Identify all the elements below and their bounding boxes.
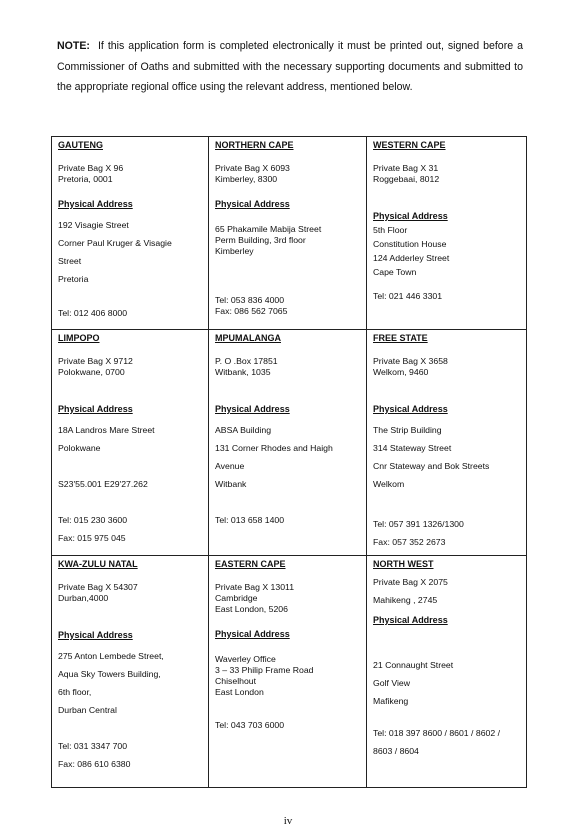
telephone: Tel: 013 658 1400 xyxy=(215,515,285,525)
application-note xyxy=(57,36,523,98)
address-line: East London xyxy=(215,687,264,697)
address-line: Pretoria xyxy=(58,274,89,284)
office-name: NORTHERN CAPE xyxy=(215,140,294,150)
address-line: 18A Landros Mare Street xyxy=(58,425,155,435)
telephone: Tel: 053 836 4000 xyxy=(215,295,285,305)
postal-line: Private Bag X 54307 xyxy=(58,582,138,592)
address-line: The Strip Building xyxy=(373,425,442,435)
address-line: ABSA Building xyxy=(215,425,272,435)
physical-address-heading: Physical Address xyxy=(373,615,448,625)
office-gauteng xyxy=(52,137,209,330)
address-line: Street xyxy=(58,256,82,266)
postal-line: Private Bag X 2075 xyxy=(373,577,448,587)
telephone: Tel: 021 446 3301 xyxy=(373,291,443,301)
postal-line: P. O .Box 17851 xyxy=(215,356,278,366)
office-name: EASTERN CAPE xyxy=(215,559,286,569)
telephone: Tel: 012 406 8000 xyxy=(58,308,128,318)
postal-line: Pretoria, 0001 xyxy=(58,174,113,184)
telephone: Tel: 015 230 3600 xyxy=(58,515,128,525)
postal-line: Roggebaai, 8012 xyxy=(373,174,440,184)
regional-offices-table xyxy=(51,136,527,788)
office-mpumalanga xyxy=(209,330,367,556)
postal-line: Welkom, 9460 xyxy=(373,367,429,377)
address-line: Kimberley xyxy=(215,246,254,256)
office-north-west xyxy=(367,556,527,788)
address-line: Chiselhout xyxy=(215,676,257,686)
office-free-state xyxy=(367,330,527,556)
address-line: Avenue xyxy=(215,461,245,471)
physical-address-heading: Physical Address xyxy=(215,629,290,639)
postal-line: Private Bag X 3658 xyxy=(373,356,448,366)
address-line: Constitution House xyxy=(373,239,447,249)
address-line: 192 Visagie Street xyxy=(58,220,129,230)
office-name: NORTH WEST xyxy=(373,559,434,569)
address-line: 275 Anton Lembede Street, xyxy=(58,651,164,661)
postal-line: Mahikeng , 2745 xyxy=(373,595,438,605)
gps-coordinates: S23'55.001 E29'27.262 xyxy=(58,479,148,489)
office-limpopo xyxy=(52,330,209,556)
fax: Fax: 057 352 2673 xyxy=(373,537,446,547)
postal-line: Cambridge xyxy=(215,593,258,603)
telephone: Tel: 057 391 1326/1300 xyxy=(373,519,464,529)
telephone: Tel: 031 3347 700 xyxy=(58,741,128,751)
table-row xyxy=(52,330,527,556)
address-line: Polokwane xyxy=(58,443,101,453)
postal-line: Private Bag X 9712 xyxy=(58,356,133,366)
office-western-cape xyxy=(367,137,527,330)
office-kwazulu-natal xyxy=(52,556,209,788)
address-line: Corner Paul Kruger & Visagie xyxy=(58,238,172,248)
office-northern-cape xyxy=(209,137,367,330)
office-name: KWA-ZULU NATAL xyxy=(58,559,138,569)
address-line: 124 Adderley Street xyxy=(373,253,450,263)
physical-address-heading: Physical Address xyxy=(373,404,448,414)
table-row xyxy=(52,137,527,330)
table-row xyxy=(52,556,527,788)
address-line: Welkom xyxy=(373,479,405,489)
address-line: Durban Central xyxy=(58,705,117,715)
fax: Fax: 086 610 6380 xyxy=(58,759,131,769)
office-eastern-cape xyxy=(209,556,367,788)
postal-line: Private Bag X 31 xyxy=(373,163,439,173)
office-name: FREE STATE xyxy=(373,333,428,343)
physical-address-heading: Physical Address xyxy=(373,211,448,221)
postal-line: East London, 5206 xyxy=(215,604,288,614)
postal-line: Private Bag X 96 xyxy=(58,163,124,173)
fax: Fax: 015 975 045 xyxy=(58,533,126,543)
physical-address-heading: Physical Address xyxy=(58,404,133,414)
office-name: WESTERN CAPE xyxy=(373,140,446,150)
postal-line: Private Bag X 13011 xyxy=(215,582,295,592)
telephone: Tel: 043 703 6000 xyxy=(215,720,285,730)
address-line: 314 Stateway Street xyxy=(373,443,452,453)
address-line: Perm Building, 3rd floor xyxy=(215,235,306,245)
telephone: Tel: 018 397 8600 / 8601 / 8602 / 8603 / 8604 xyxy=(373,728,501,756)
address-line: Witbank xyxy=(215,479,247,489)
postal-line: Private Bag X 6093 xyxy=(215,163,290,173)
fax: Fax: 086 562 7065 xyxy=(215,306,288,316)
address-line: Aqua Sky Towers Building, xyxy=(58,669,161,679)
physical-address-heading: Physical Address xyxy=(58,199,133,209)
postal-line: Witbank, 1035 xyxy=(215,367,271,377)
address-line: Golf View xyxy=(373,678,411,688)
address-line: 65 Phakamile Mabija Street xyxy=(215,224,322,234)
postal-line: Durban,4000 xyxy=(58,593,109,603)
physical-address-heading: Physical Address xyxy=(58,630,133,640)
address-line: Mafikeng xyxy=(373,696,409,706)
note-text: If this application form is completed electronically it must be printed out, signed before a Commissioner of Oaths and submitted with the necessary supporting documents and submitted to the appropriate regional office using the relevant address, mentioned below. xyxy=(57,40,523,93)
postal-line: Kimberley, 8300 xyxy=(215,174,278,184)
note-label: NOTE: xyxy=(57,40,90,52)
office-name: MPUMALANGA xyxy=(215,333,281,343)
address-line: Cape Town xyxy=(373,267,417,277)
address-line: Waverley Office xyxy=(215,654,276,664)
office-name: GAUTENG xyxy=(58,140,103,150)
address-line: 6th floor, xyxy=(58,687,92,697)
address-line: 131 Corner Rhodes and Haigh xyxy=(215,443,333,453)
office-name: LIMPOPO xyxy=(58,333,100,343)
address-line: 21 Connaught Street xyxy=(373,660,454,670)
address-line: 5th Floor xyxy=(373,225,408,235)
physical-address-heading: Physical Address xyxy=(215,404,290,414)
address-line: 3 – 33 Philip Frame Road xyxy=(215,665,314,675)
postal-line: Polokwane, 0700 xyxy=(58,367,125,377)
page-number: iv xyxy=(283,815,293,827)
address-line: Cnr Stateway and Bok Streets xyxy=(373,461,490,471)
physical-address-heading: Physical Address xyxy=(215,199,290,209)
